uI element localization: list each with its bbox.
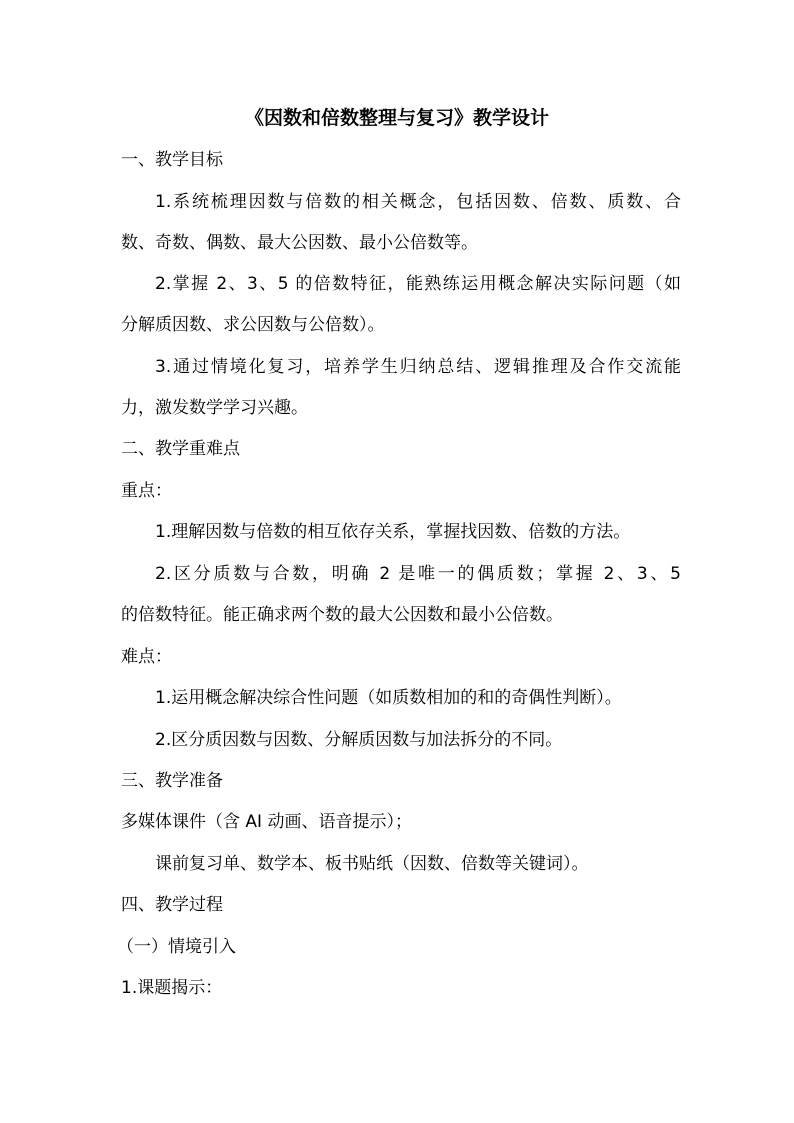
preparation-line-1: 多媒体课件（含 AI 动画、语音提示）；: [121, 812, 412, 832]
subsection-heading-intro: （一）情境引入: [117, 937, 236, 957]
difficult-points-label: 难点：: [121, 647, 172, 667]
key-point-1: 1.理解因数与倍数的相互依存关系，掌握找因数、倍数的方法。: [155, 522, 631, 542]
objective-2-line-2: 分解质因数、求公因数与公倍数）。: [121, 315, 385, 335]
key-point-2-line-1: 2.区分质数与合数，明确 2 是唯一的偶质数；掌握 2、3、5: [155, 564, 681, 584]
objective-1-line-2: 数、奇数、偶数、最大公因数、最小公倍数等。: [121, 233, 478, 253]
key-points-label: 重点：: [121, 481, 172, 501]
objective-3-line-1: 3.通过情境化复习，培养学生归纳总结、逻辑推理及合作交流能: [155, 357, 681, 377]
objective-1-line-1: 1.系统梳理因数与倍数的相关概念，包括因数、倍数、质数、合: [155, 192, 681, 212]
process-item-1: 1.课题揭示：: [121, 978, 223, 998]
document-title: 《因数和倍数整理与复习》教学设计: [244, 107, 549, 129]
section-heading-objectives: 一、教学目标: [121, 150, 223, 170]
section-heading-process: 四、教学过程: [121, 895, 223, 915]
preparation-line-2: 课前复习单、数学本、板书贴纸（因数、倍数等关键词）。: [155, 854, 589, 874]
difficult-point-1: 1.运用概念解决综合性问题（如质数相加的和的奇偶性判断）。: [155, 688, 622, 708]
objective-2-line-1: 2.掌握 2、3、5 的倍数特征，能熟练运用概念解决实际问题（如: [155, 274, 681, 294]
objective-3-line-2: 力，激发数学学习兴趣。: [121, 398, 308, 418]
difficult-point-2: 2.区分质因数与因数、分解质因数与加法拆分的不同。: [155, 730, 563, 750]
key-point-2-line-2: 的倍数特征。能正确求两个数的最大公因数和最小公倍数。: [121, 605, 563, 625]
section-heading-key-points: 二、教学重难点: [121, 439, 240, 459]
section-heading-preparation: 三、教学准备: [121, 771, 223, 791]
